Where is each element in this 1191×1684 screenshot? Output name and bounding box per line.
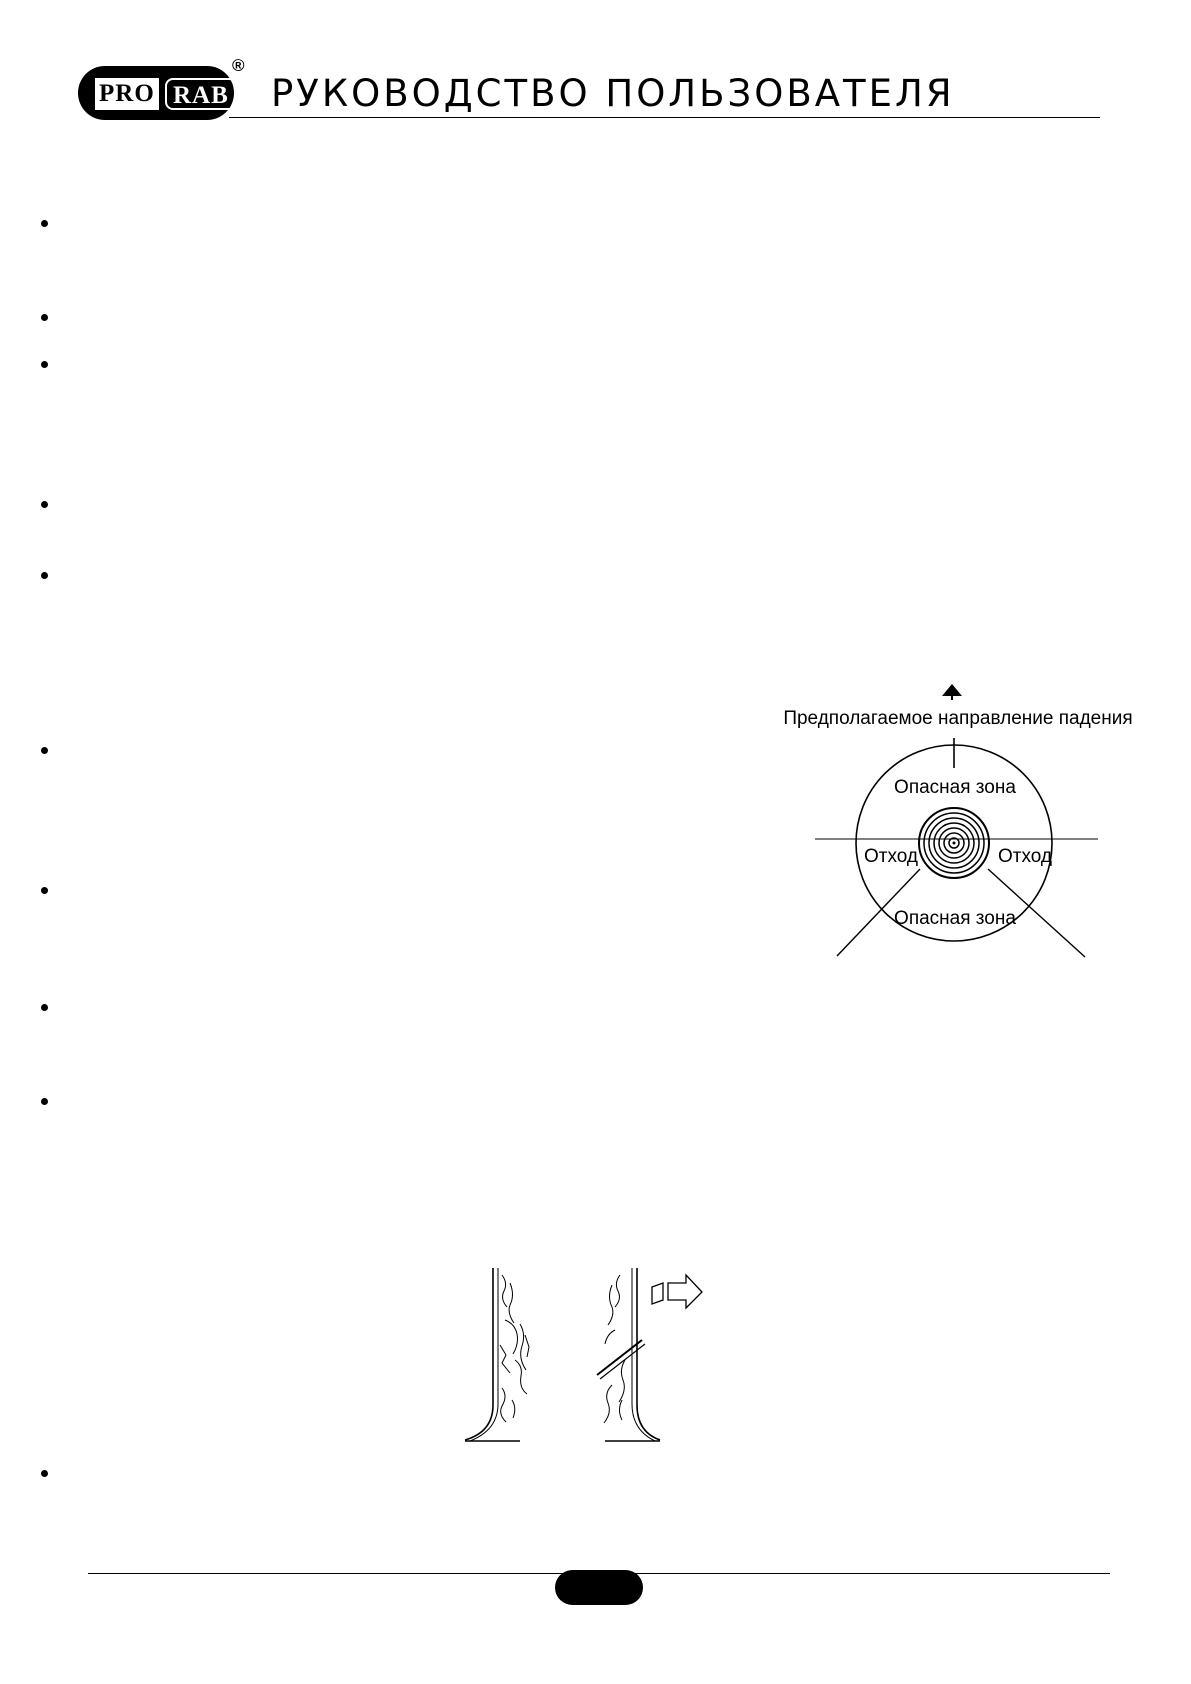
document-title: РУКОВОДСТВО ПОЛЬЗОВАТЕЛЯ: [271, 72, 955, 115]
header-divider: [229, 117, 1100, 118]
direction-arrow-icon: [942, 684, 962, 696]
tree-trunk-left: [465, 1268, 529, 1441]
list-bullet: [41, 572, 48, 579]
list-bullet: [41, 1098, 48, 1105]
fall-direction-label: Предполагаемое направление падения: [783, 708, 1133, 729]
tree-cut-illustration: [455, 1262, 715, 1462]
page-number-badge: [555, 1570, 643, 1605]
list-bullet: [41, 314, 48, 321]
retreat-left-label: Отход: [863, 846, 919, 867]
page-header: [0, 0, 1191, 130]
brand-logo-rab: RAB: [165, 78, 237, 110]
danger-zone-bottom-label: Опасная зона: [894, 908, 1016, 929]
registered-mark: ®: [232, 56, 245, 75]
brand-logo-pro: PRO: [95, 78, 159, 110]
felling-zone-diagram: [760, 680, 1160, 980]
list-bullet: [41, 1470, 48, 1477]
tree-trunk-right: [597, 1268, 660, 1441]
danger-zone-top-label: Опасная зона: [894, 777, 1016, 798]
list-bullet: [41, 1004, 48, 1011]
list-bullet: [41, 501, 48, 508]
retreat-right-label: Отход: [997, 846, 1053, 867]
tree-rings-icon: [919, 808, 989, 878]
list-bullet: [41, 887, 48, 894]
list-bullet: [41, 747, 48, 754]
fall-direction-arrow-icon: [652, 1275, 702, 1308]
list-bullet: [41, 220, 48, 227]
list-bullet: [41, 361, 48, 368]
